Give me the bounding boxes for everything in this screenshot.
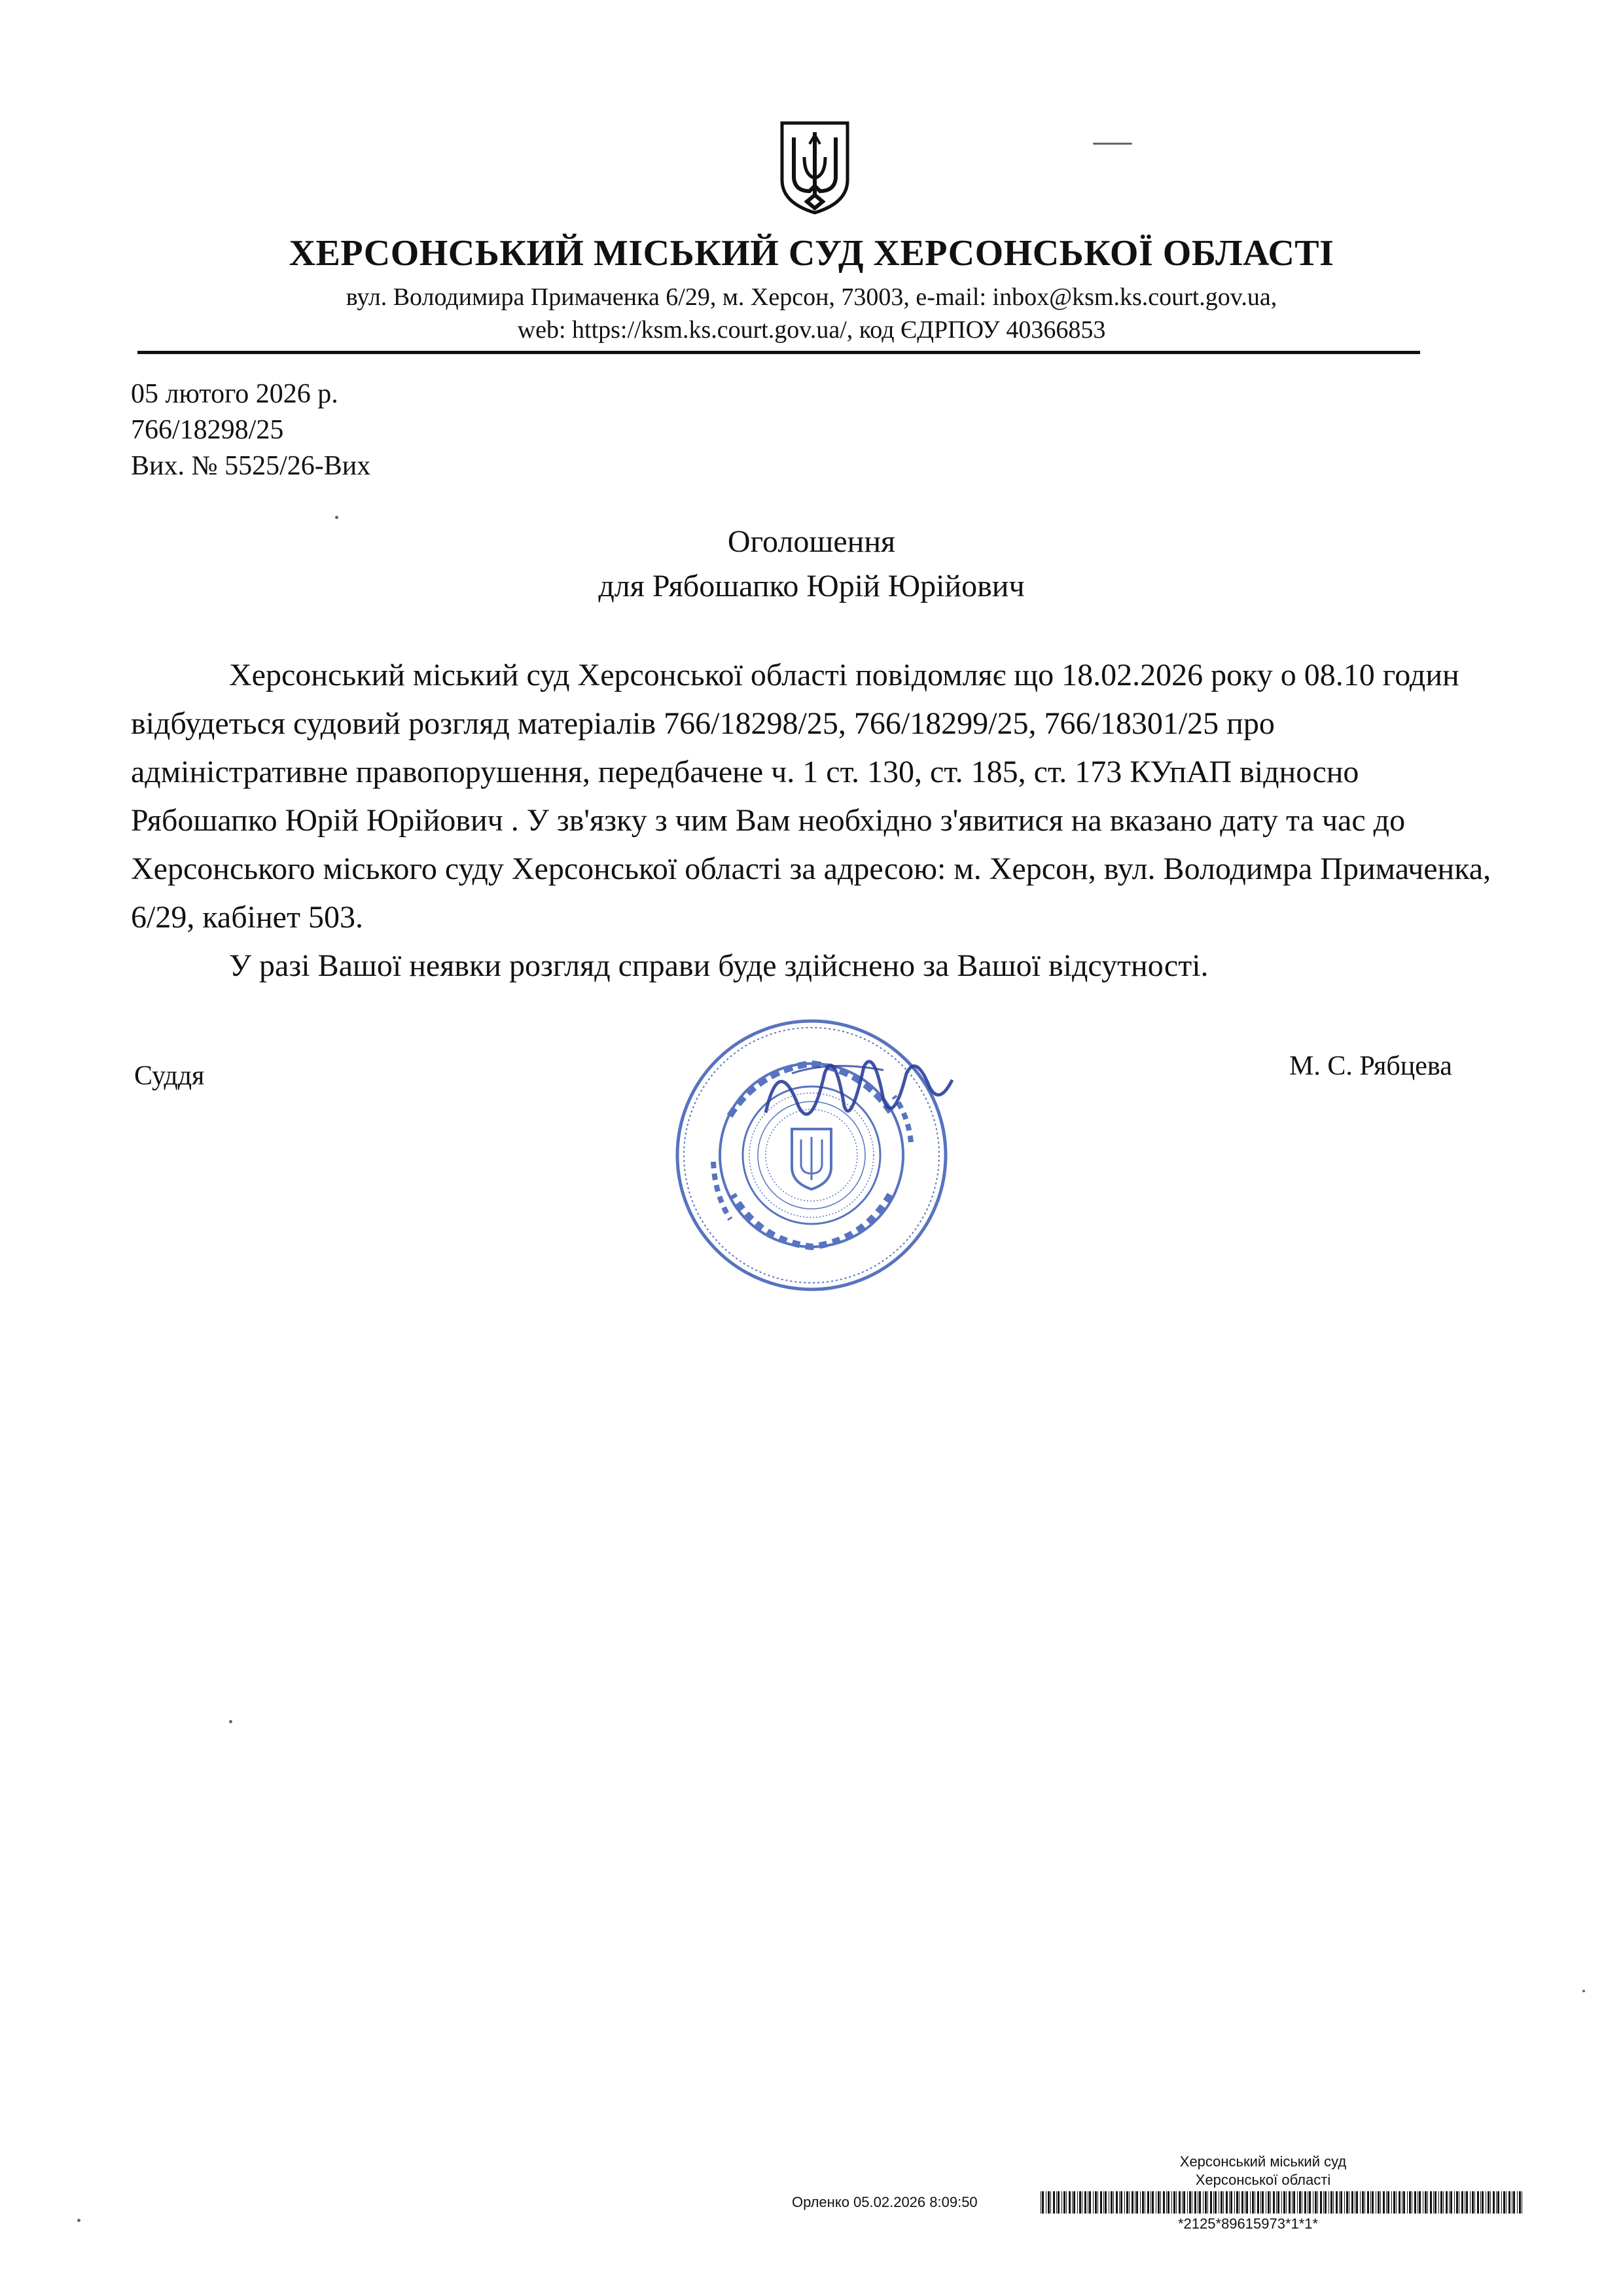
trident-icon bbox=[776, 118, 854, 216]
document-date: 05 лютого 2026 р. bbox=[131, 379, 338, 409]
case-number: 766/18298/25 bbox=[131, 415, 284, 445]
notice-title: Оголошення bbox=[727, 524, 896, 559]
scan-speck bbox=[335, 516, 338, 519]
court-address: вул. Володимира Примаченка 6/29, м. Херсон, 73003, e-mail: inbox@ksm.ks.court.gov.ua, bbox=[346, 283, 1277, 311]
notice-paragraph-absence: У разі Вашої неявки розгляд справи буде здійснено за Вашої відсутності. bbox=[229, 948, 1209, 983]
header-rule bbox=[137, 351, 1420, 354]
barcode bbox=[1041, 2191, 1525, 2214]
scan-speck bbox=[1582, 1990, 1585, 1992]
judge-name: М. С. Рябцева bbox=[1289, 1051, 1452, 1081]
scan-mark bbox=[1093, 143, 1132, 145]
judge-label: Суддя bbox=[134, 1061, 205, 1091]
footer-court-region: Херсонської області bbox=[1195, 2172, 1331, 2188]
notice-recipient: для Рябошапко Юрій Юрійович bbox=[598, 569, 1025, 603]
footer-court-name: Херсонський міський суд bbox=[1179, 2153, 1347, 2170]
court-web-code: web: https://ksm.ks.court.gov.ua/, код ЄДРПОУ 40366853 bbox=[517, 316, 1106, 344]
operator-timestamp: Орленко 05.02.2026 8:09:50 bbox=[792, 2194, 978, 2210]
scan-speck bbox=[229, 1720, 232, 1723]
scan-speck bbox=[77, 2219, 80, 2222]
notice-body bbox=[131, 651, 1492, 990]
judge-signature bbox=[753, 1034, 962, 1139]
court-title: ХЕРСОНСЬКИЙ МІСЬКИЙ СУД ХЕРСОНСЬКОЇ ОБЛАСТІ bbox=[289, 233, 1334, 274]
barcode-text: *2125*89615973*1*1* bbox=[1178, 2215, 1319, 2232]
notice-paragraph-main: Херсонський міський суд Херсонської області повідомляє що 18.02.2026 року о 08.10 годин відбудеться судовий розгляд матеріалів 766/18298/25, 766/18299/25, 766/18301/25 про адміністративне правопорушення, передбачене ч. 1 ст. 130, ст. 185, ст. 173 КУпАП відносно Рябошапко Юрій Юрійович . У зв'язку з чим Вам необхідно з'явитися на вказано дату та час до Херсонського міського суду Херсонської області за адресою: м. Херсон, вул. Володимра Примаченка, 6/29, кабінет 503. bbox=[131, 658, 1491, 935]
outgoing-number: Вих. № 5525/26-Вих bbox=[131, 451, 371, 481]
